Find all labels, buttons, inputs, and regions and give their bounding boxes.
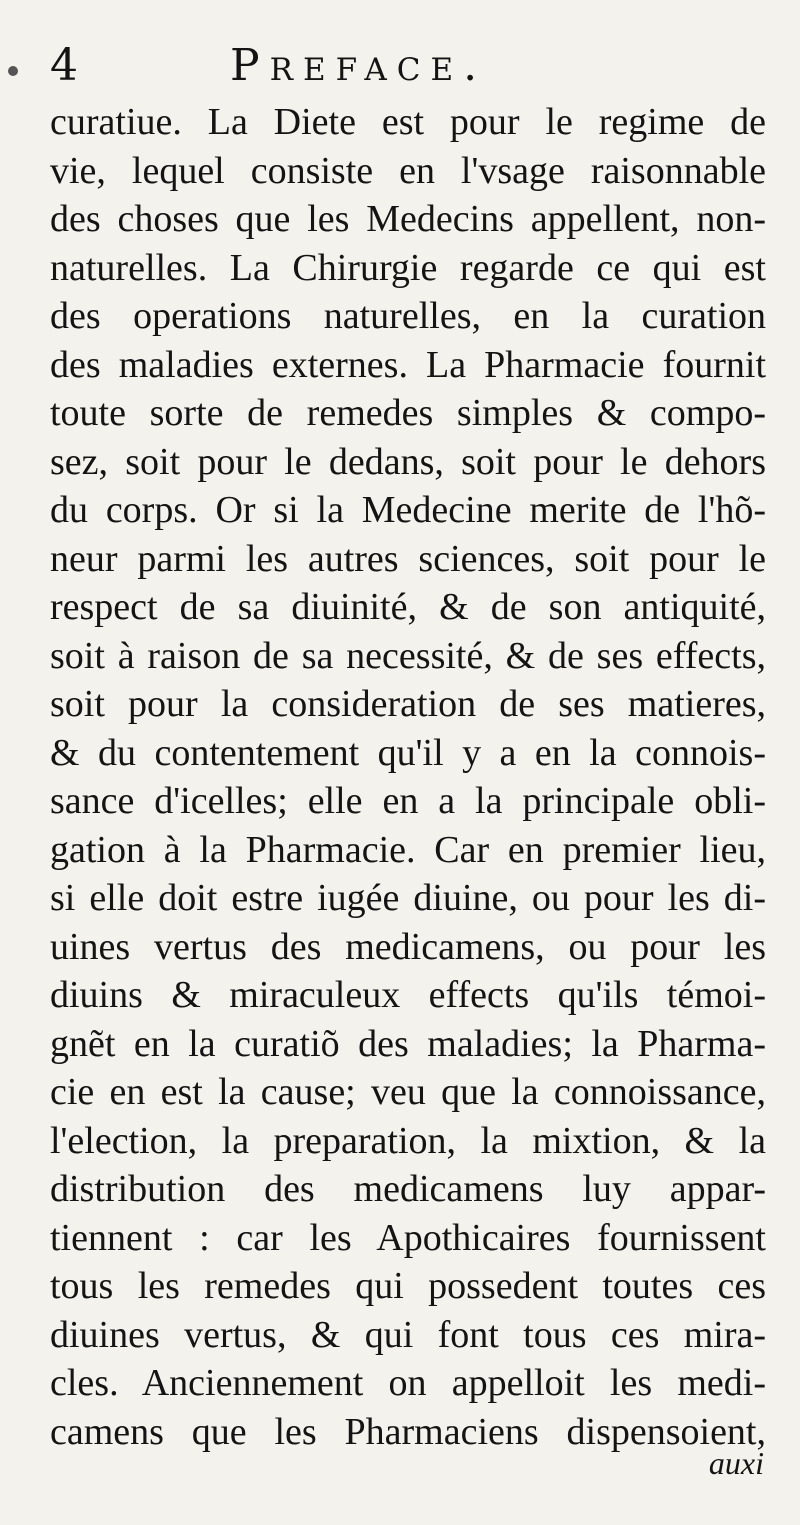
text-line: des maladies externes. La Pharmacie fournit xyxy=(50,343,766,386)
text-line: tiennent : car les Apothicaires fournissent xyxy=(50,1216,766,1259)
text-line: sance d'icelles; elle en a la principale obli- xyxy=(50,780,766,822)
page-number: 4 xyxy=(50,40,78,91)
text-line: diuins & miraculeux effects qu'ils témoi- xyxy=(50,974,766,1016)
text-line: l'election, la preparation, la mixtion, & la xyxy=(50,1119,766,1162)
text-line: soit pour la consideration de ses matieres, xyxy=(50,683,766,725)
text-line: & du contentement qu'il y a en la connois- xyxy=(50,731,766,774)
text-line: cie en est la cause; veu que la connoissance, xyxy=(50,1071,766,1113)
text-line: cles. Anciennement on appelloit les medi- xyxy=(50,1362,766,1404)
text-line: naturelles. La Chirurgie regarde ce qui est xyxy=(50,246,766,289)
body-text xyxy=(50,98,766,1456)
text-line: camens que les Pharmaciens dispensoient, xyxy=(50,1410,766,1453)
text-line: si elle doit estre iugée diuine, ou pour les di- xyxy=(50,877,766,919)
text-line: sez, soit pour le dedans, soit pour le dehors xyxy=(50,440,766,483)
text-line: vie, lequel consiste en l'vsage raisonnable xyxy=(50,149,766,192)
page-header xyxy=(50,40,766,98)
text-line: tous les remedes qui possedent toutes ces xyxy=(50,1265,766,1307)
text-line: uines vertus des medicamens, ou pour les xyxy=(50,925,766,968)
text-line: distribution des medicamens luy appar- xyxy=(50,1168,766,1210)
text-line: du corps. Or si la Medecine merite de l'hõ- xyxy=(50,489,766,531)
text-line: toute sorte de remedes simples & compo- xyxy=(50,392,766,434)
text-line: soit à raison de sa necessité, & de ses effects, xyxy=(50,634,766,677)
text-line: des choses que les Medecins appellent, non- xyxy=(50,198,766,240)
running-title: Preface. xyxy=(230,40,488,91)
binding-mark xyxy=(8,66,18,76)
text-line: diuines vertus, & qui font tous ces mira- xyxy=(50,1313,766,1356)
text-line: neur parmi les autres sciences, soit pour le xyxy=(50,537,766,580)
catchword: auxi xyxy=(708,1445,764,1481)
text-line: respect de sa diuinité, & de son antiquité, xyxy=(50,586,766,628)
text-line: des operations naturelles, en la curation xyxy=(50,295,766,337)
text-line: gation à la Pharmacie. Car en premier lieu, xyxy=(50,828,766,871)
text-line: curatiue. La Diete est pour le regime de xyxy=(50,101,766,143)
text-line: gnẽt en la curatiõ des maladies; la Pharma- xyxy=(50,1022,766,1065)
